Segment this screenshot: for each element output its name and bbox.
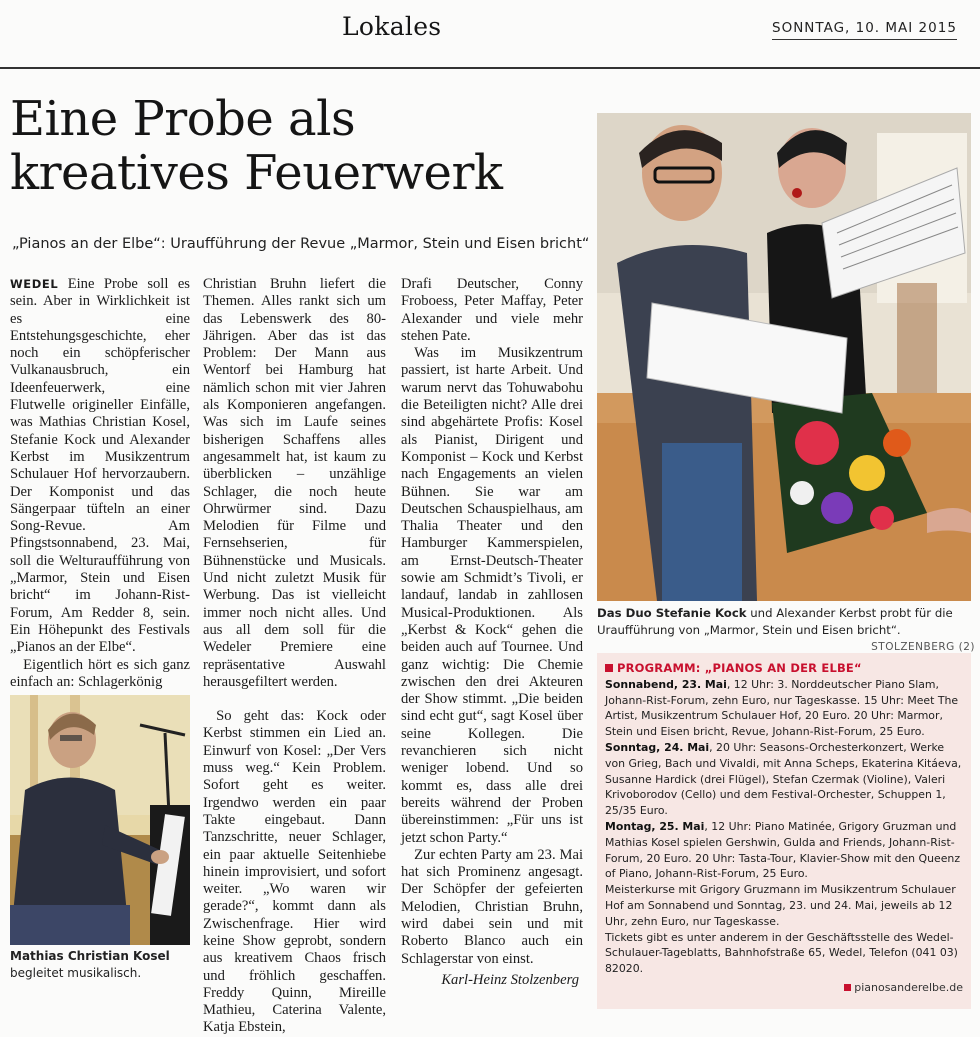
- dateline: WEDEL: [10, 277, 59, 291]
- article-column-1: [10, 276, 190, 691]
- program-website[interactable]: pianosanderelbe.de: [605, 980, 963, 996]
- headline-line-1: Eine Probe als: [10, 91, 356, 147]
- article-column-2: [203, 276, 386, 1037]
- article-paragraph: Christian Bruhn liefert die Themen. Alles rankt sich um das Lebenswerk des 80-Jährigen. Aber das ist das Problem: Der Mann aus Wentorf bei Hamburg hat nämlich schon mit vier Jahren als Komponieren angefangen. Was sich im Laufe seines bisherigen Schaffens alles angesammelt hat, ist kaum zu überblicken – unzählige Schlager, die noch heute Ohrwürmer sind. Dazu Melodien für Filme und Fernsehserien, für Bühnenstücke und Musicals. Und nicht zuletzt Musik für Werbung. Das ist vielleicht immer noch nicht alles. Und aus all dem soll für die Wedeler Premiere eine repräsentative Auswahl herausgefiltert werden.: [203, 276, 386, 690]
- article-paragraph: So geht das: Kock oder Kerbst stimmen ein Lied an. Einwurf von Kosel: „Der Vers muss weg.“ Kein Problem. Sofort geht es weiter. Irgendwo werden ein paar Takte eingebaut. Dann Tanzschritte, neuer Schlager, ein paar aktuelle Seitenhiebe hinein improvisiert, und sofort weiter. „Wo waren wir gerade?“, kommt dann als Zwischenfrage. Hier wird keine Show geprobt, sondern aus kreativem Chaos frisch und fröhlich geschaffen. Freddy Quinn, Mireille Mathieu, Caterina Valente, Katja Ebstein,: [203, 708, 386, 1036]
- square-bullet-icon: [844, 984, 851, 991]
- article-paragraph: Was im Musikzentrum passiert, ist harte Arbeit. Und warum nervt das Tohuwabohu die Beteiligten nicht? Alle drei sind abgehärtete Profis: Kosel als Pianist, Dirigent und Komponist – Kock und Kerbst nach Engagements an vielen Bühnen. Sie war am Deutschen Schauspielhaus, am Thalia Theater und den Hamburger Kammerspielen, am Ernst-Deutsch-Theater sowie am Schmidt’s Tivoli, er landauf, landab in zahllosen Musical-Produktionen. Als „Kerbst & Kock“ gehen die beiden auch auf Tournee. Und ganz wichtig: Die Chemie zwischen den drei Akteuren der Show stimmt. „Die beiden sind echt gut“, sagt Kosel über seine Kollegen. Die revanchieren sich nicht weniger lobend. Und so kommt es, dass alle drei bereits während der Proben übereinstimmen: „Für uns ist jetzt schon Party.“: [401, 345, 583, 846]
- program-tickets: Tickets gibt es unter anderem in der Geschäftsstelle des Wedel-Schulauer-Tageblatts, Bahnhofstraße 65, Wedel, Telefon (041 03) 82020.: [605, 930, 958, 976]
- program-box: [597, 653, 971, 1009]
- duo-photo-caption: Das Duo Stefanie Kock und Alexander Kerbst probt für die Uraufführung von „Marmor, Stein und Eisen bricht“. STOLZENBERG (2): [597, 605, 975, 656]
- pianist-photo: [10, 695, 190, 945]
- article-paragraph: WEDEL Eine Probe soll es sein. Aber in Wirklichkeit ist es eine Entstehungsgeschichte, eher noch ein schöpferischer Vulkanausbruch, ein Ideenfeuerwerk, eine Flutwelle origineller Einfälle, was Mathias Christian Kosel, Stefanie Kock und Alexander Kerbst im Musikzentrum Schulauer Hof hervorzaubern. Der Komponist und das Sängerpaar tüfteln an einer Song-Revue. Am Pfingstsonnabend, 23. Mai, soll die Welturaufführung von „Marmor, Stein und Eisen bricht“ im Johann-Rist-Forum, Am Redder 8, sein. Ein Höhepunkt des Festivals „Pianos an der Elbe“.: [10, 276, 190, 656]
- article-paragraph: Drafi Deutscher, Conny Froboess, Peter Maffay, Peter Alexander und viele mehr stehen Pate.: [401, 276, 583, 344]
- program-entry: Montag, 25. Mai, 12 Uhr: Piano Matinée, Grigory Gruzman und Mathias Kosel spielen Gershwin, Gulda and Friends, Johann-Rist-Forum, 20 Euro. 20 Uhr: Tasta-Tour, Klavier-Show mit den Queenz of Piano, Johann-Rist-Forum, 25 Euro.: [605, 819, 961, 881]
- headline: [10, 92, 590, 200]
- headline-line-2: kreatives Feuerwerk: [10, 145, 503, 201]
- section-title: Lokales: [342, 12, 442, 41]
- author: Karl-Heinz Stolzenberg: [441, 971, 579, 988]
- pianist-photo-caption: Mathias Christian Kosel begleitet musikalisch.: [10, 949, 170, 980]
- program-title: PROGRAMM: „PIANOS AN DER ELBE“: [605, 661, 963, 677]
- article-column-3: [401, 276, 583, 989]
- header-rule: [0, 67, 980, 69]
- photo-credit: STOLZENBERG (2): [871, 641, 975, 653]
- article-paragraph: Eigentlich hört es sich ganz einfach an: Schlagerkönig: [10, 656, 190, 690]
- program-masterclass: Meisterkurse mit Grigory Gruzmann im Musikzentrum Schulauer Hof am Sonnabend und Sonntag, 23. und 24. Mai, jeweils ab 12 Uhr, zehn Euro, nur Tageskasse.: [605, 883, 956, 928]
- subheadline: „Pianos an der Elbe“: Uraufführung der Revue „Marmor, Stein und Eisen bricht“: [12, 236, 590, 252]
- program-entry: Sonntag, 24. Mai, 20 Uhr: Seasons-Orchesterkonzert, Werke von Grieg, Bach und Vivaldi, mit Anna Scheps, Ekaterina Kitáeva, Susanne Hardick (drei Flügel), Stefan Czermak (Violine), Valeri Krivoborodov (Cello) und dem Festival-Orchester, Schuppen 1, 25/35 Euro.: [605, 740, 962, 818]
- duo-photo: [597, 113, 971, 601]
- program-entry: Sonnabend, 23. Mai, 12 Uhr: 3. Norddeutscher Piano Slam, Johann-Rist-Forum, zehn Euro, nur Tageskasse. 15 Uhr: Meet The Artist, Musikzentrum Schulauer Hof, 20 Euro. 20 Uhr: Marmor, Stein und Eisen bricht, Revue, Johann-Rist-Forum, 25 Euro.: [605, 677, 959, 739]
- square-bullet-icon: [605, 664, 613, 672]
- article-paragraph: Zur echten Party am 23. Mai hat sich Prominenz angesagt. Der Schöpfer der gefeierten Melodien, Christian Bruhn, wird dabei sein und mit Roberto Blanco auch ein Schlagerstar von einst.: [401, 846, 583, 967]
- issue-date: SONNTAG, 10. MAI 2015: [772, 20, 957, 40]
